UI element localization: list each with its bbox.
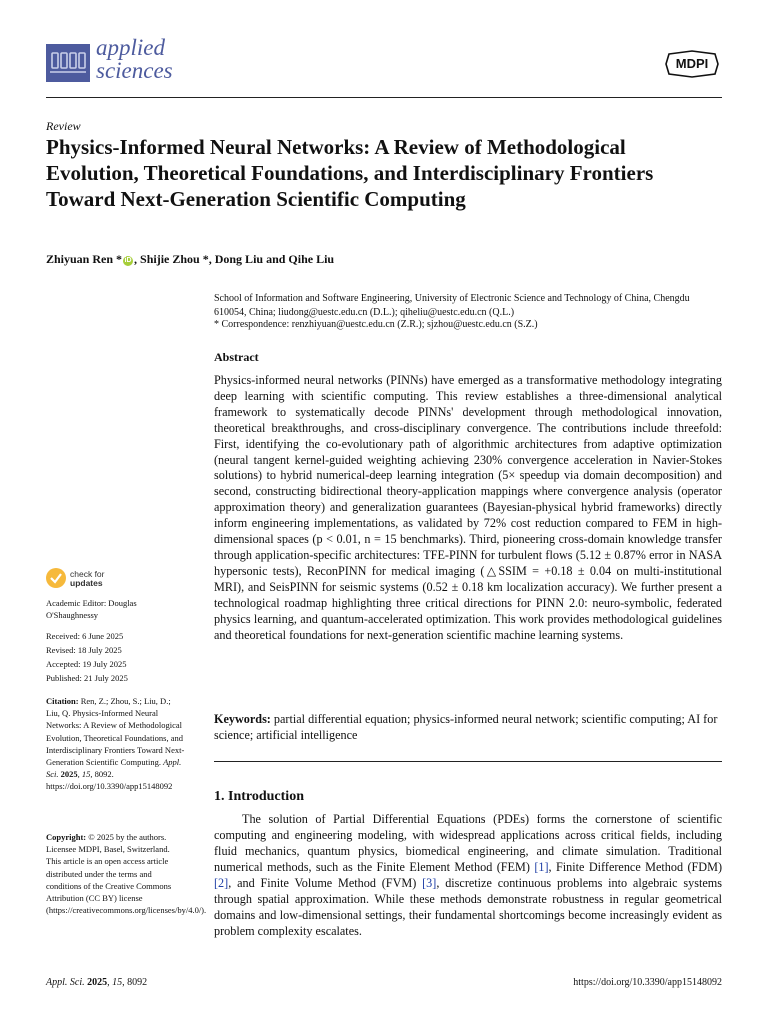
orcid-icon[interactable]: iD	[124, 257, 132, 264]
section-heading-introduction: 1. Introduction	[214, 789, 304, 804]
author-list	[46, 252, 334, 267]
correspondence[interactable]: * Correspondence: renzhiyuan@uestc.edu.cn (Z.R.); sjzhou@uestc.edu.cn (S.Z.)	[214, 319, 538, 330]
citation-block	[46, 695, 186, 793]
keywords-label: Keywords:	[214, 712, 271, 726]
check-updates-line1: check for	[70, 569, 105, 579]
check-for-updates-label	[70, 570, 105, 588]
article-title: Physics-Informed Neural Networks: A Review of Methodological Evolution, Theoretical Foundations, and Interdisciplinary Frontiers Toward Next-Generation Scientific Computing	[46, 135, 654, 211]
citation-link[interactable]: [3]	[422, 876, 437, 890]
affiliation: School of Information and Software Engineering, University of Electronic Science and Technology of China, Chengdu 610054, China; liudong@uestc.edu.cn (D.L.); qiheliu@uestc.edu.cn (Q.L.)	[214, 293, 690, 318]
footer-year: 2025	[84, 977, 108, 988]
paragraph-text: , discretize continuous problems into algebraic systems through spatial approximation. While these methods demonstrate robustness in regular geometrical domains and low-dimensional settings, their fundamental shortcomings become increasingly evident as problem complexity escalates.	[214, 876, 722, 938]
received-date: Received: 6 June 2025	[46, 631, 124, 641]
citation-text: Ren, Z.; Zhou, S.; Liu, D.; Liu, Q. Physics-Informed Neural Networks: A Review of Methodological Evolution, Theoretical Foundations, and Interdisciplinary Frontiers Toward Next-Generation Scientific Computing.	[46, 696, 185, 768]
paragraph-text: The solution of Partial Differential Equations (PDEs) forms the cornerstone of scientific computing and engineering modeling, with widespread applications across critical fields, including fluid mechanics, quantum physics, biomedical engineering, and climate simulation. Traditional numerical methods, such as the Finite Element Method (FEM)	[214, 812, 722, 874]
copyright-block	[46, 831, 207, 916]
publisher-logo[interactable]	[665, 50, 719, 78]
author-names-rest[interactable]: , Shijie Zhou *, Dong Liu and Qihe Liu	[134, 252, 335, 266]
journal-name-line2: sciences	[96, 58, 173, 83]
keywords	[214, 711, 722, 743]
journal-name[interactable]	[96, 36, 173, 82]
section-divider	[214, 761, 722, 762]
accepted-date: Accepted: 19 July 2025	[46, 659, 127, 669]
citation-year: 2025	[58, 769, 78, 780]
citation-journal: Appl. Sci.	[46, 757, 182, 780]
introduction-paragraph	[214, 811, 722, 939]
published-date: Published: 21 July 2025	[46, 673, 128, 683]
footer-page: , 8092	[122, 977, 148, 988]
check-updates-line2: updates	[70, 578, 103, 588]
journal-name-line1: applied	[96, 35, 165, 60]
paragraph-text: , and Finite Volume Method (FVM)	[228, 876, 423, 890]
footer-volume: , 15	[107, 977, 123, 988]
citation-doi[interactable]: , 8092. https://doi.org/10.3390/app15148092	[46, 769, 173, 792]
article-type: Review	[46, 119, 81, 133]
footer-citation	[46, 977, 147, 988]
journal-logo-icon	[46, 44, 90, 82]
paragraph-text: , Finite Difference Method (FDM)	[548, 860, 723, 874]
footer-journal: Appl. Sci.	[46, 977, 85, 988]
citation-volume: , 15	[77, 769, 91, 780]
header-divider	[46, 97, 722, 98]
abstract-text: Physics-informed neural networks (PINNs) have emerged as a transformative methodology integrating deep learning with scientific computing. This review establishes a three-dimensional analytical framework to systematically decode PINNs' development through methodological innovation, theoretical breakthroughs, and cross-disciplinary convergence. The contributions include threefold: First, identifying the co-evolutionary path of algorithmic architectures from adaptive optimization (neural tangent kernel-guided weighting achieving 230% convergence acceleration in Navier-Stokes solutions) to hybrid numerical-deep learning integration (5× speedup via domain decomposition) and second, constructing bidirectional theory-application mappings where convergence analysis (operator approximation theory) and generalization guarantees (Bayesian-physical hybrid frameworks) directly inform engineering implementations, as validated by 72% cost reduction compared to FEM in high-dimensional spaces (p < 0.01, n = 15 benchmarks). Third, pioneering cross-domain knowledge transfer through application-specific architectures: TFE-PINN for turbulent flows (5.12 ± 0.87% error in NASA hypersonic tests), ReconPINN for medical imaging (△SSIM = +0.18 ± 0.04 on multi-institutional MRI), and SeisPINN for seismic systems (0.52 ± 0.18 km localization accuracy). We further present a technological roadmap highlighting three critical directions for PINN 2.0: neuro-symbolic, federated physics learning, and quantum-accelerated optimization. This work provides methodological guidelines and theoretical foundations for next-generation scientific machine learning systems.	[214, 373, 722, 642]
citation-link[interactable]: [1]	[534, 860, 549, 874]
footer-doi-link[interactable]: https://doi.org/10.3390/app15148092	[573, 977, 722, 988]
revised-date: Revised: 18 July 2025	[46, 645, 122, 655]
academic-editor: Academic Editor: Douglas O'Shaughnessy	[46, 598, 137, 621]
citation-link[interactable]: [2]	[214, 876, 229, 890]
check-icon	[46, 568, 66, 588]
copyright-label: Copyright:	[46, 832, 87, 842]
keywords-text: partial differential equation; physics-informed neural network; scientific computing; AI for science; artificial intelligence	[214, 712, 718, 742]
publisher-name: MDPI	[675, 56, 709, 71]
abstract-heading: Abstract	[214, 350, 259, 364]
citation-label: Citation:	[46, 696, 79, 706]
author-name[interactable]: Zhiyuan Ren *	[46, 252, 123, 266]
copyright-text: © 2025 by the authors. Licensee MDPI, Basel, Switzerland. This article is an open access article distributed under the terms and conditions of the Creative Commons Attribution (CC BY) license (https://creativecommons.org/licenses/by/4.0/).	[46, 832, 207, 916]
